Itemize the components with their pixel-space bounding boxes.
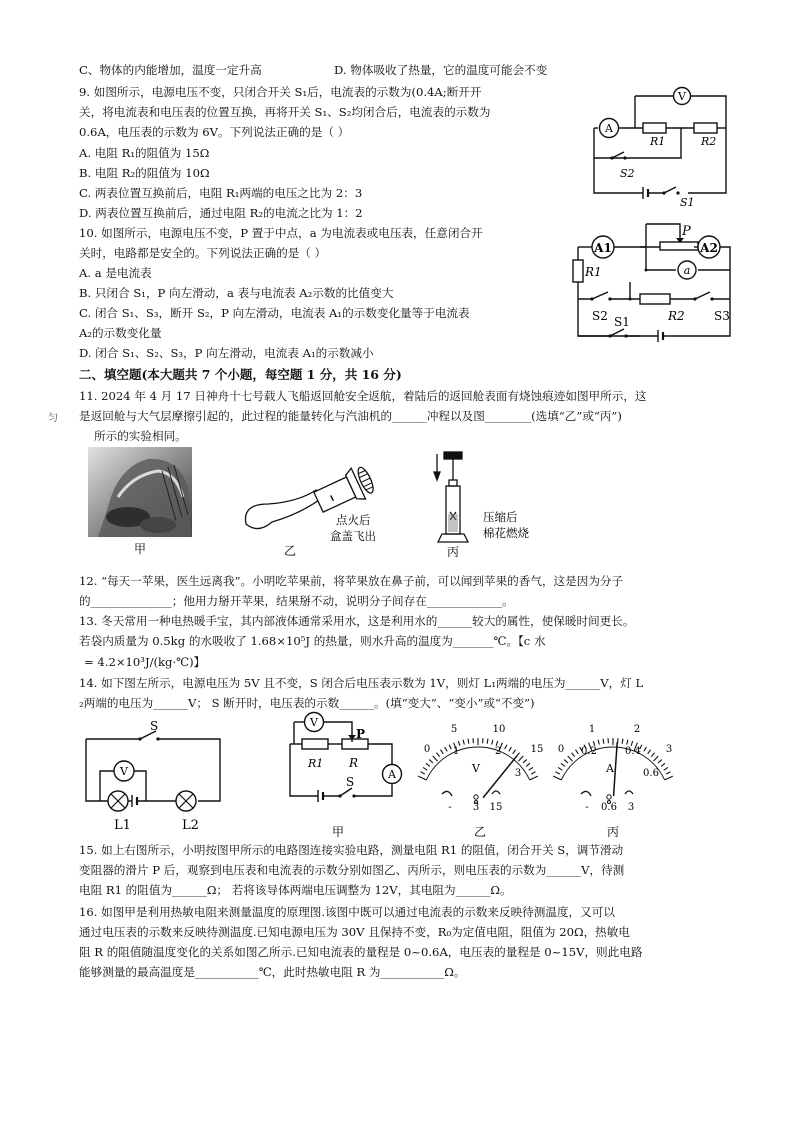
q13-stem-3: = 4.2×10³J/(kg·℃)】 (84, 655, 206, 669)
dial-tick (571, 753, 574, 757)
l1-label: L1 (114, 818, 131, 833)
label-jia: 甲 (331, 825, 345, 839)
voltmeter-tick-10: 10 (492, 724, 506, 735)
ammeter-dial (547, 716, 687, 840)
ammeter-terminal-06: 0.6 (601, 802, 617, 813)
l2-label: L2 (182, 818, 199, 833)
ammeter-terminals (581, 791, 634, 813)
a2-label: A2 (700, 241, 718, 255)
label-bing: 丙 (606, 825, 620, 839)
dial-tick (505, 745, 507, 749)
q9-option-d: D. 两表位置互换前后，通过电阻 R₂的电流之比为 1：2 (79, 206, 363, 220)
q10-option-c: C. 闭合 S₁、S₃，断开 S₂，P 向左滑动，电流表 A₁的示数变化量等于电流表 (79, 306, 470, 320)
dial-tick (661, 763, 665, 766)
voltmeter-terminal-neg: - (448, 802, 452, 813)
ammeter-label: A (388, 768, 396, 781)
dial-tick (648, 750, 651, 754)
dial-tick (513, 750, 516, 754)
dial-tick (518, 756, 523, 761)
voltmeter-inner-1: 1 (452, 746, 460, 757)
compression-experiment (420, 450, 560, 558)
dial-tick (492, 740, 493, 745)
q9-option-b: B. 电阻 R₂的阻值为 10Ω (79, 166, 210, 180)
dial-tick (429, 760, 433, 763)
label-yi: 乙 (283, 544, 297, 558)
voltmeter-label: V (678, 90, 686, 103)
ammeter-zero: 0 (557, 744, 565, 755)
dial-tick (418, 776, 426, 780)
dial-tick (426, 763, 430, 766)
label-yi: 乙 (473, 825, 487, 839)
q11-stem-3: 所示的实验相同。 (94, 429, 187, 443)
ammeter-unit: A (606, 762, 614, 775)
voltmeter-tick-5: 5 (450, 724, 458, 735)
dial-tick (651, 753, 654, 757)
margin-mark: 匀 (48, 413, 58, 424)
switch-s-label: S (150, 719, 159, 733)
q16-stem-1: 16. 如图甲是利用热敏电阻来测量温度的原理图.该图中既可以通过电流表的示数来反映待测温度，又可以 (79, 905, 615, 919)
voltmeter-zero: 0 (423, 744, 431, 755)
q10-stem-1: 10. 如图所示，电源电压不变，P 置于中点，a 为电流表或电压表，任意闭合开 (79, 226, 483, 240)
dial-tick (529, 767, 533, 770)
voltmeter-unit: V (472, 762, 480, 775)
dial-tick (564, 760, 568, 763)
dial-tick (653, 756, 658, 761)
dial-tick (468, 739, 469, 744)
r1-label: R1 (585, 265, 602, 279)
q9-stem-1: 9. 如图所示，电源电压不变，只闭合开关 S₁后，电流表的示数为(0.4A;断开开 (79, 85, 482, 99)
s1-label: S1 (614, 315, 630, 329)
ammeter-tick-1: 1 (588, 724, 596, 735)
dial-tick (664, 767, 668, 770)
q10-option-c-cont: A₂的示数变化量 (79, 326, 162, 340)
q10-option-b: B. 只闭合 S₁，P 向左滑动，a 表与电流表 A₂示数的比值变大 (79, 286, 394, 300)
ammeter-tick-3: 3 (665, 744, 673, 755)
dial-tick (530, 776, 538, 780)
voltmeter-terminals (442, 791, 502, 813)
ammeter-label: A (605, 122, 613, 135)
slider-p-label: P (356, 727, 366, 741)
q16-stem-3: 阻 R 的阻值随温度变化的关系如图乙所示.已知电流表的量程是 0~0.6A，电压表的量程是 0~15V，则此电路 (79, 945, 643, 959)
q10-stem-2: 关时，电路都是安全的。下列说法正确的是（ ） (79, 246, 327, 260)
voltmeter-label: V (120, 765, 128, 778)
s2-label: S2 (592, 309, 608, 323)
slider-p-label: P (682, 224, 691, 239)
ammeter-inner-06: 0.6 (643, 768, 659, 779)
r2-label: R2 (668, 309, 685, 323)
caption-bing-line1: 压缩后 (483, 510, 518, 524)
dial-tick (666, 772, 670, 774)
switch-s-label: S (346, 775, 355, 789)
meter-a-label: a (683, 264, 691, 277)
dial-tick (423, 767, 427, 770)
dial-tick (463, 740, 464, 745)
dial-tick (531, 772, 535, 774)
q12-stem-2: 的______________；他用力掰开苹果，结果掰不动，说明分子间存在_____________。 (79, 594, 514, 608)
q9-option-c: C. 两表位置互换前后，电阻 R₁两端的电压之比为 2：3 (79, 186, 363, 200)
dial-tick (603, 739, 604, 744)
q10-option-d: D. 闭合 S₁、S₂、S₃，P 向左滑动，电流表 A₁的示数减小 (79, 346, 374, 360)
voltmeter-terminal-15: 15 (489, 802, 503, 813)
dial-tick (526, 763, 530, 766)
q12-stem-1: 12. “每天一苹果，医生远离我”。小明吃苹果前，将苹果放在鼻子前，可以闻到苹果的香气，这是因为分子 (79, 574, 624, 588)
voltmeter-dial (412, 716, 552, 840)
q8-option-d: D. 物体吸收了热量，它的温度可能会不变 (334, 63, 548, 77)
dial-tick (445, 747, 448, 751)
dial-tick (449, 745, 451, 749)
dial-tick (553, 776, 561, 780)
q10-circuit-diagram (570, 222, 742, 347)
q9-circuit-diagram (588, 86, 738, 208)
q9-stem-3: 0.6A，电压表的示数为 6V。下列说法正确的是（ ） (79, 125, 350, 139)
dial-tick (665, 776, 673, 780)
dial-tick (436, 753, 439, 757)
q16-stem-2: 通过电压表的示数来反映待测温度.已知电源电压为 30V 且保持不变，R₀为定值电阻，阻值为 20Ω，热敏电 (79, 925, 630, 939)
dial-tick (598, 740, 599, 745)
caption-yi-line2: 盒盖飞出 (330, 529, 376, 543)
ammeter-terminal-neg: - (585, 802, 589, 813)
q14-circuit-diagram (80, 719, 228, 837)
dial-tick (622, 739, 623, 744)
r1-label: R1 (650, 135, 666, 148)
ammeter-inner-02: 0.2 (581, 746, 597, 757)
dial-tick (487, 739, 488, 744)
ignition-experiment (238, 462, 408, 557)
dial-tick (440, 750, 443, 754)
rheostat-r-label: R (349, 756, 359, 770)
voltmeter-label: V (310, 716, 318, 729)
dial-tick (509, 747, 512, 751)
ammeter-needle (614, 742, 618, 796)
dial-tick (575, 750, 578, 754)
dial-tick (627, 740, 628, 745)
q14-stem-2: ₂两端的电压为______V； S 断开时，电压表的示数______。(填“变大”、“变小”或“不变”) (79, 696, 535, 710)
capsule-photo (88, 447, 192, 555)
dial-tick (644, 747, 647, 751)
voltmeter-inner-2: 2 (494, 746, 502, 757)
caption-bing-line2: 棉花燃烧 (483, 526, 529, 540)
dial-tick (523, 760, 527, 763)
dial-tick (433, 756, 438, 761)
voltmeter-needle (483, 756, 517, 798)
voltmeter-terminal-3: 3 (472, 802, 480, 813)
q14-stem-1: 14. 如下图左所示，电源电压为 5V 且不变，S 闭合后电压表示数为 1V，则灯 L₁两端的电压为______V，灯 L (79, 676, 644, 690)
ammeter-inner-04: 0.4 (625, 746, 641, 757)
dial-tick (558, 767, 562, 770)
q9-option-a: A. 电阻 R₁的阻值为 15Ω (79, 146, 210, 160)
dial-tick (555, 772, 559, 774)
dial-tick (420, 772, 424, 774)
q15-stem-1: 15. 如上右图所示，小明按图甲所示的电路图连接实验电路，测量电阻 R1 的阻值，闭合开关 S，调节滑动 (79, 843, 624, 857)
q10-option-a: A. a 是电流表 (79, 266, 152, 280)
dial-tick (561, 763, 565, 766)
caption-yi-line1: 点火后 (336, 513, 371, 527)
s1-label: S1 (680, 196, 695, 209)
s2-label: S2 (620, 167, 635, 180)
q15-stem-3: 电阻 R1 的阻值为______Ω； 若将该导体两端电压调整为 12V，其电阻为______Ω。 (79, 883, 512, 897)
q8-option-c: C、物体的内能增加，温度一定升高 (79, 63, 262, 77)
q13-stem-1: 13. 冬天常用一种电热暖手宝，其内部液体通常采用水，这是利用水的______较大的属性，使保暖时间更长。 (79, 614, 635, 628)
dial-tick (658, 760, 662, 763)
label-jia: 甲 (133, 542, 147, 556)
voltmeter-tick-15: 15 (530, 744, 544, 755)
q9-stem-2: 关，将电流表和电压表的位置互换，再将开关 S₁、S₂均闭合后，电流表的示数为 (79, 105, 491, 119)
ammeter-terminal-3: 3 (627, 802, 635, 813)
label-bing: 丙 (446, 545, 460, 559)
q15-circuit-diagram (284, 712, 408, 838)
q13-stem-2: 若袋内质量为 0.5kg 的水吸收了 1.68×10⁵J 的热量，则水升高的温度为_______℃。【c 水 (79, 634, 546, 648)
q11-stem-2: 是返回舱与大气层摩擦引起的，此过程的能量转化与汽油机的______冲程以及图________(选填“乙”或“丙”) (79, 409, 622, 423)
a1-label: A1 (594, 241, 612, 255)
dial-tick (568, 756, 573, 761)
q11-stem-1: 11. 2024 年 4 月 17 日神舟十七号载人飞船返回舱安全返航，着陆后的返回舱表面有烧蚀痕迹如图甲所示，这 (79, 389, 647, 403)
q15-stem-2: 变阻器的滑片 P 后，观察到电压表和电流表的示数分别如图乙、丙所示，则电压表的示数为______V，待测 (79, 863, 625, 877)
s3-label: S3 (714, 309, 730, 323)
q16-stem-4: 能够测量的最高温度是___________℃，此时热敏电阻 R 为___________Ω。 (79, 965, 466, 979)
r1-label: R1 (308, 757, 324, 770)
section-heading: 二、填空题(本大题共 7 个小题，每空题 1 分，共 16 分) (79, 367, 402, 382)
ammeter-tick-2: 2 (633, 724, 641, 735)
voltmeter-inner-3: 3 (514, 768, 522, 779)
r2-label: R2 (701, 135, 717, 148)
